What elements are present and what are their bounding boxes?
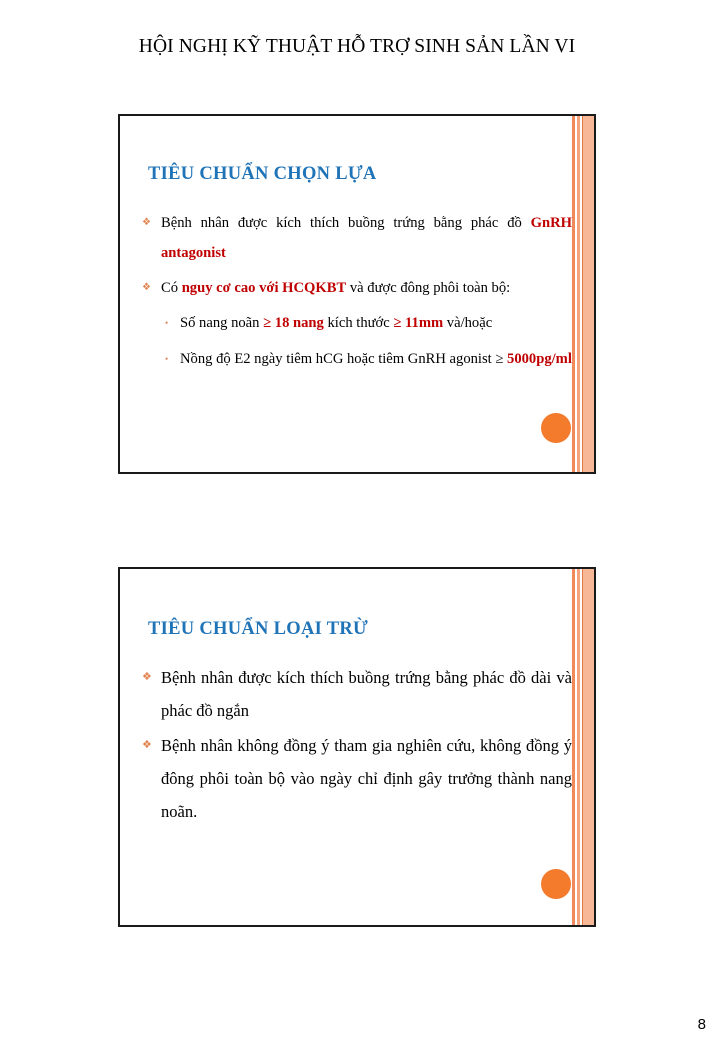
item-highlight: nguy cơ cao với HCQKBT [181, 280, 347, 296]
dot-bullet-icon: • [165, 354, 169, 364]
item-text: Bệnh nhân không đồng ý tham gia nghiên cứu, không đồng ý đông phôi toàn bộ vào ngày chỉ định gây trưởng thành nang noãn. [161, 736, 572, 821]
item-text: kích thước [323, 315, 394, 331]
page-number: 8 [697, 1016, 706, 1033]
item-text: Số nang noãn [180, 315, 264, 331]
item-text: Bệnh nhân được kích thích buồng trứng bằng phác đồ [161, 215, 531, 231]
list-item [142, 661, 572, 727]
item-highlight: ≥ 11mm [393, 315, 444, 331]
item-text: và/hoặc [443, 315, 493, 331]
slide-exclusion-criteria [118, 567, 596, 927]
dot-bullet-icon: • [165, 318, 169, 328]
item-text: Nồng độ E2 ngày tiêm hCG hoặc tiêm GnRH agonist ≥ [180, 351, 508, 367]
diamond-bullet-icon: ❖ [142, 282, 151, 293]
decorative-stripes [572, 116, 594, 472]
slide-content [142, 208, 572, 380]
item-text: Có [161, 280, 182, 296]
slide-selection-criteria [118, 114, 596, 474]
sub-list-item [142, 344, 572, 374]
item-text: và được đông phôi toàn bộ: [346, 280, 511, 296]
item-highlight: ≥ 18 nang [263, 315, 324, 331]
slide-title: TIÊU CHUẨN CHỌN LỰA [148, 164, 377, 184]
list-item [142, 273, 572, 303]
slide-title: TIÊU CHUẨN LOẠI TRỪ [148, 619, 369, 639]
item-highlight: 5000pg/ml [507, 351, 572, 367]
list-item [142, 729, 572, 828]
item-text: Bệnh nhân được kích thích buồng trứng bằng phác đồ dài và phác đồ ngắn [161, 668, 572, 720]
orange-dot-icon [541, 413, 571, 443]
item-highlight: GnRH antagonist [161, 215, 572, 261]
diamond-bullet-icon: ❖ [142, 671, 152, 683]
slide-content [142, 661, 572, 830]
page-header: HỘI NGHỊ KỸ THUẬT HỖ TRỢ SINH SẢN LẦN VI [138, 36, 576, 57]
orange-dot-icon [541, 869, 571, 899]
list-item [142, 208, 572, 268]
diamond-bullet-icon: ❖ [142, 739, 152, 751]
sub-list-item [142, 308, 572, 338]
decorative-stripes [572, 569, 594, 925]
diamond-bullet-icon: ❖ [142, 217, 151, 228]
